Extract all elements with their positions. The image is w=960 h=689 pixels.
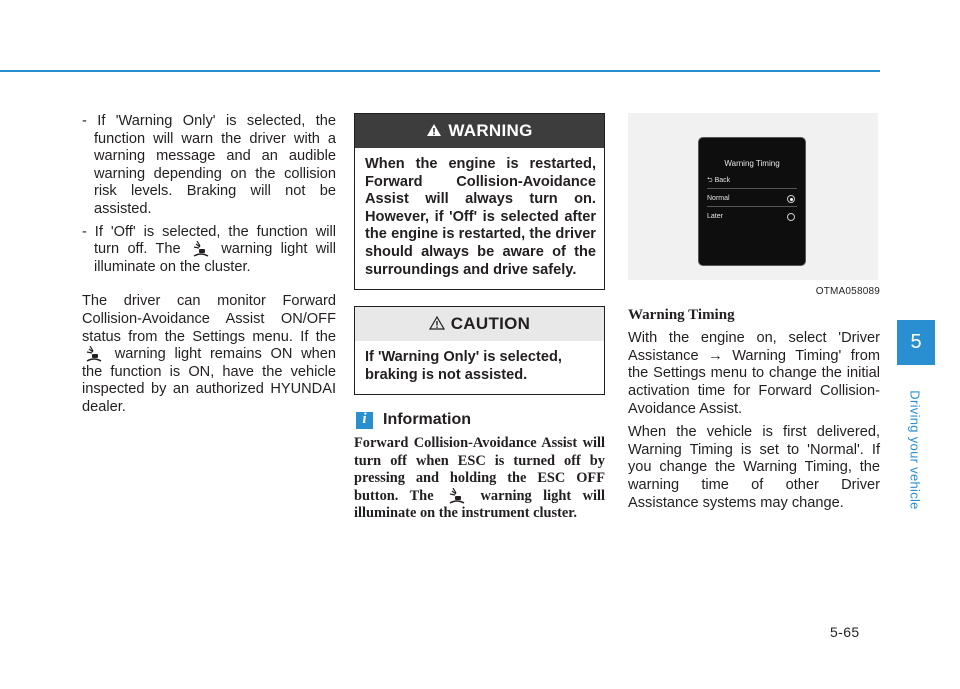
display-option-later: Later	[707, 210, 797, 224]
fca-warning-light-icon	[447, 488, 467, 505]
caution-header: CAUTION	[355, 307, 604, 341]
fca-warning-light-icon	[191, 241, 211, 258]
cluster-display	[698, 137, 806, 266]
caution-triangle-icon	[429, 316, 445, 330]
bullet-off: - If 'Off' is selected, the function will turn off. The warning light will illuminate on the cluster.	[82, 223, 336, 275]
page-number: 5-65	[830, 624, 860, 640]
fca-warning-light-icon	[84, 346, 104, 363]
information-icon: i	[356, 412, 373, 429]
information-title: i Information	[354, 411, 605, 429]
column-middle	[354, 113, 605, 523]
section-title: Warning Timing	[628, 306, 735, 323]
radio-selected-icon	[787, 195, 795, 203]
radio-empty-icon	[787, 213, 795, 221]
column-right	[628, 113, 880, 512]
section-paragraph-2: When the vehicle is first delivered, Warning Timing is set to 'Normal'. If you change the Warning Timing, the warning time of other Driver Assistance systems may change.	[628, 424, 880, 511]
display-option-normal: Normal	[707, 192, 797, 207]
information-text: Forward Collision-Avoidance Assist will turn off when ESC is turned off by pressing and holding the ESC OFF button. The warning light will illuminate on the instrument cluster.	[354, 434, 605, 522]
caution-box	[354, 306, 605, 395]
back-arrow-icon: ⮌	[707, 177, 713, 184]
display-back-row: ⮌ Back	[707, 174, 797, 189]
warning-triangle-icon	[426, 123, 442, 137]
header-rule	[0, 70, 880, 72]
monitor-paragraph: The driver can monitor Forward Collision-Avoidance Assist ON/OFF status from the Settings menu. If the warning light remains ON when the function is ON, have the vehicle inspected by an authorized HYUNDAI dealer.	[82, 293, 336, 415]
display-title: Warning Timing	[724, 159, 780, 168]
warning-header: WARNING	[355, 114, 604, 148]
figure-code: OTMA058089	[815, 286, 880, 297]
column-left	[82, 113, 336, 417]
section-paragraph-1: With the engine on, select 'Driver Assistance → Warning Timing' from the Settings menu to change the initial activation time for Forward Collision-Avoidance Assist.	[628, 330, 880, 417]
cluster-screen-figure	[628, 113, 878, 280]
chapter-tab: 5	[897, 320, 935, 365]
warning-box	[354, 113, 605, 290]
warning-text: When the engine is restarted, Forward Collision-Avoidance Assist will always turn on. However, if 'Off' is selected after the engine is restarted, the driver should always be aware of the surroundings and drive safely.	[365, 156, 596, 278]
caution-text: If 'Warning Only' is selected, braking is not assisted.	[365, 349, 562, 383]
chapter-title: Driving your vehicle	[907, 390, 923, 510]
bullet-warning-only: - If 'Warning Only' is selected, the function will warn the driver with a warning message and an audible warning depending on the collision risk levels. Braking will not be assisted.	[82, 113, 336, 217]
